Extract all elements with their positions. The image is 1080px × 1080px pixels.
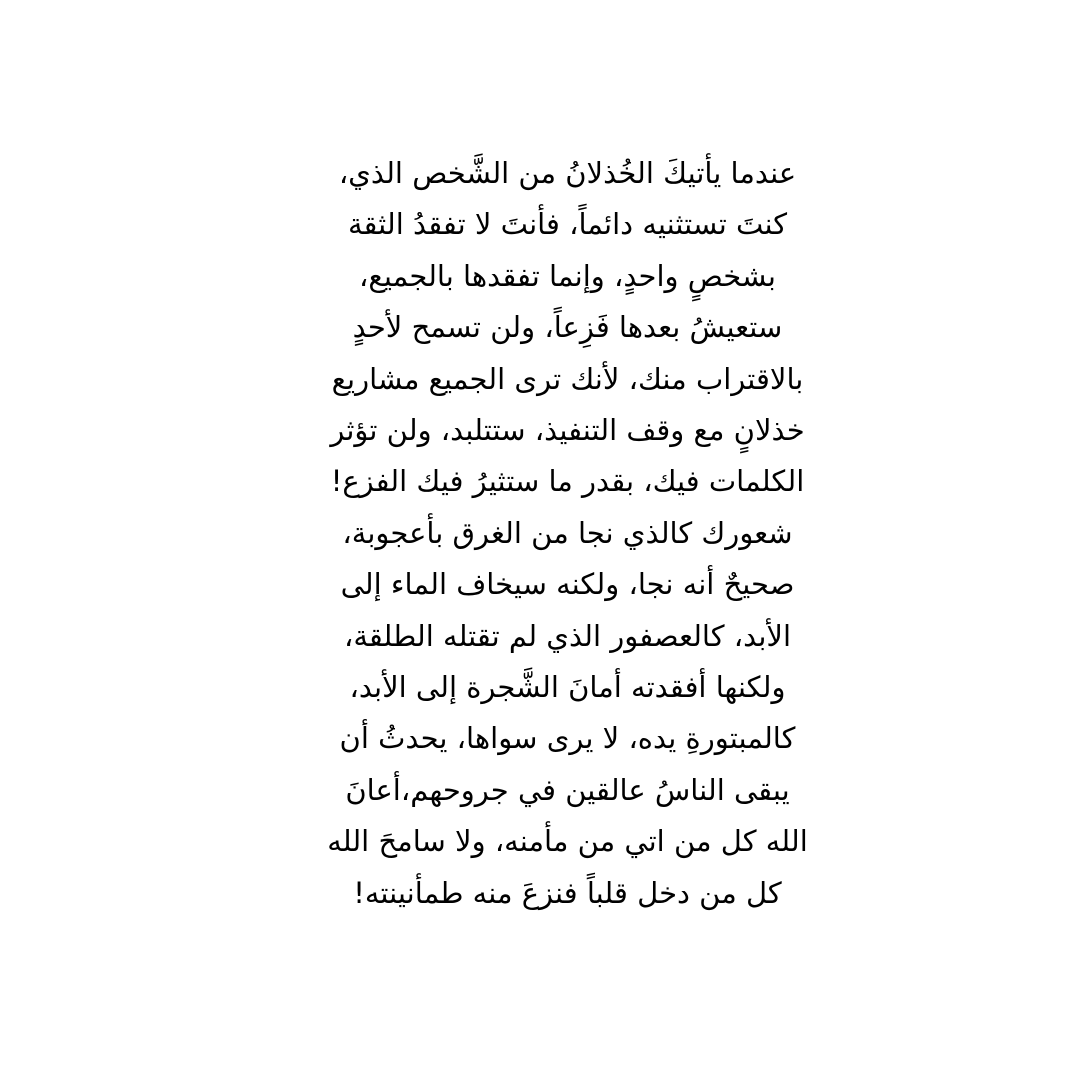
poem-line-6: خذلانٍ مع وقف التنفيذ، ستتلبد، ولن تؤثر — [330, 413, 805, 448]
poem-line-13: يبقى الناسُ عالقين في جروحهم،أعانَ — [345, 772, 790, 807]
poem-line-3: بشخصٍ واحدٍ، وإنما تفقدها بالجميع، — [359, 258, 776, 293]
poem-line-14: الله كل من اتي من مأمنه، ولا سامحَ الله — [327, 824, 808, 859]
poem-line-12: كالمبتورةِ يده، لا يرى سواها، يحدثُ أن — [339, 721, 796, 756]
poem-line-8: شعورك كالذي نجا من الغرق بأعجوبة، — [342, 515, 793, 550]
poem-line-5: بالاقتراب منك، لأنك ترى الجميع مشاريع — [331, 361, 804, 396]
poem-line-15: كل من دخل قلباً فنزعَ منه طمأنينته! — [353, 875, 782, 910]
poem-line-7: الكلمات فيك، بقدر ما ستثيرُ فيك الفزع! — [330, 464, 805, 499]
poem-text-block — [290, 148, 845, 919]
poem-line-11: ولكنها أفقدته أمانَ الشَّجرة إلى الأبد، — [349, 670, 786, 705]
poem-line-9: صحيحٌ أنه نجا، ولكنه سيخاف الماء إلى — [340, 567, 795, 602]
poem-line-1: عندما يأتيكَ الخُذلانُ من الشَّخص الذي، — [338, 156, 797, 190]
poem-line-2: كنتَ تستثنيه دائماً، فأنتَ لا تفقدُ الثقة — [347, 207, 788, 242]
poem-line-4: ستعيشُ بعدها فَزِعاً، ولن تسمح لأحدٍ — [352, 310, 783, 345]
poem-line-10: الأبد، كالعصفور الذي لم تقتله الطلقة، — [343, 618, 792, 653]
